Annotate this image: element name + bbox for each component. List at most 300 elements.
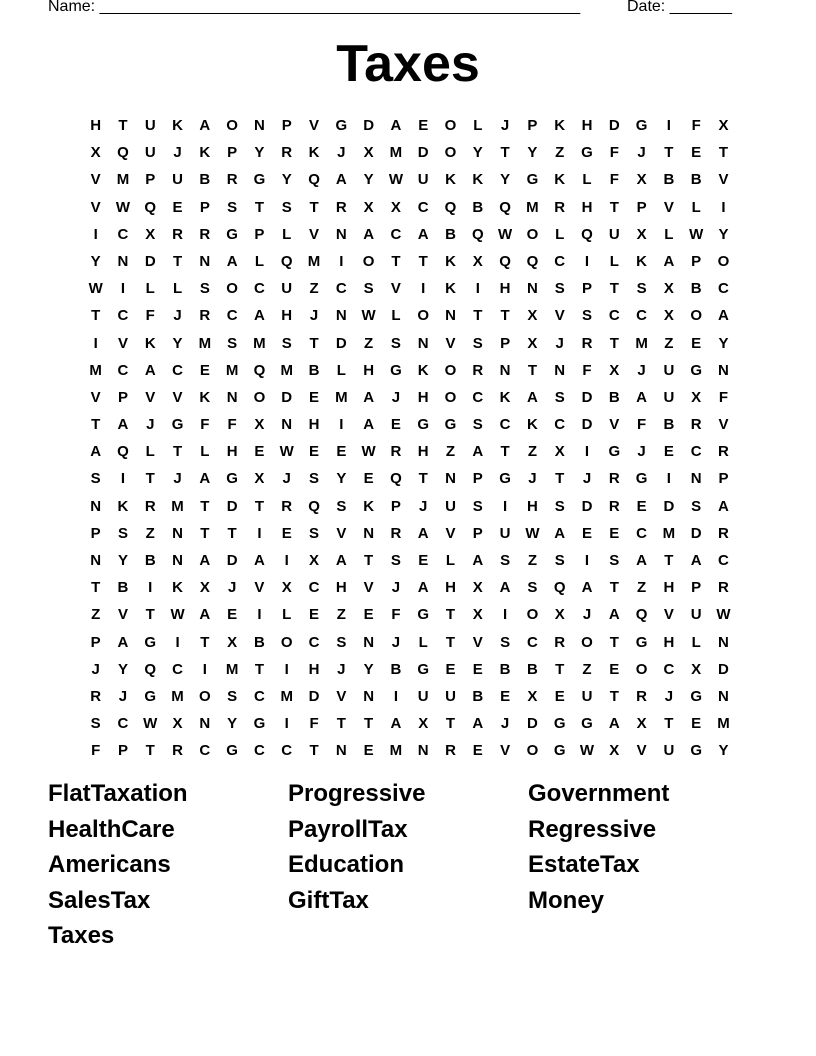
grid-letter[interactable]: G	[171, 416, 184, 434]
grid-letter[interactable]: P	[281, 117, 292, 134]
grid-letter[interactable]: H	[663, 633, 675, 651]
grid-letter[interactable]: X	[172, 715, 183, 733]
grid-letter[interactable]: S	[636, 280, 647, 298]
grid-letter[interactable]: S	[691, 497, 702, 515]
grid-letter[interactable]: N	[199, 715, 211, 733]
grid-letter[interactable]: F	[609, 171, 619, 189]
grid-letter[interactable]: S	[554, 497, 565, 515]
grid-letter[interactable]: Q	[444, 198, 457, 216]
grid-letter[interactable]: F	[609, 144, 619, 162]
grid-letter[interactable]: Y	[718, 225, 729, 243]
grid-letter[interactable]: M	[389, 144, 403, 162]
grid-letter[interactable]: T	[664, 552, 674, 569]
grid-letter[interactable]: G	[581, 144, 593, 162]
grid-letter[interactable]: L	[145, 443, 155, 461]
grid-letter[interactable]: E	[418, 552, 429, 569]
grid-letter[interactable]: H	[281, 307, 293, 325]
grid-letter[interactable]: A	[554, 524, 566, 542]
grid-letter[interactable]: S	[554, 280, 565, 298]
grid-letter[interactable]: P	[581, 280, 592, 298]
grid-letter[interactable]: D	[526, 715, 538, 733]
grid-letter[interactable]: R	[718, 443, 729, 461]
grid-letter[interactable]: Y	[227, 715, 238, 733]
grid-letter[interactable]: B	[254, 633, 265, 651]
grid-letter[interactable]: N	[417, 742, 429, 760]
grid-letter[interactable]: T	[309, 198, 319, 216]
grid-letter[interactable]: G	[635, 470, 648, 488]
grid-letter[interactable]: V	[500, 742, 511, 760]
grid-letter[interactable]: J	[555, 334, 564, 352]
grid-letter[interactable]: D	[581, 497, 593, 515]
grid-letter[interactable]: X	[281, 579, 292, 597]
grid-letter[interactable]: T	[254, 497, 265, 515]
grid-letter[interactable]: I	[257, 606, 262, 624]
grid-letter[interactable]: E	[609, 524, 620, 542]
grid-letter[interactable]: A	[636, 388, 647, 406]
grid-letter[interactable]: V	[445, 334, 456, 352]
grid-letter[interactable]: N	[226, 388, 238, 406]
grid-letter[interactable]: I	[339, 416, 344, 434]
grid-letter[interactable]: C	[172, 660, 183, 678]
grid-letter[interactable]: E	[691, 144, 702, 162]
grid-letter[interactable]: A	[254, 307, 265, 325]
grid-letter[interactable]: L	[582, 171, 592, 189]
grid-letter[interactable]: N	[718, 361, 729, 379]
grid-letter[interactable]: I	[421, 280, 426, 298]
grid-letter[interactable]: W	[115, 198, 131, 216]
grid-letter[interactable]: J	[664, 687, 674, 705]
grid-letter[interactable]: O	[526, 606, 539, 624]
grid-letter[interactable]: T	[609, 687, 619, 705]
grid-letter[interactable]: E	[281, 524, 292, 542]
grid-letter[interactable]: T	[445, 606, 456, 624]
grid-letter[interactable]: X	[227, 633, 238, 651]
grid-letter[interactable]: V	[663, 198, 674, 216]
grid-letter[interactable]: U	[690, 606, 702, 624]
grid-letter[interactable]: U	[144, 117, 156, 134]
grid-letter[interactable]: N	[445, 307, 456, 325]
grid-letter[interactable]: S	[336, 633, 347, 651]
grid-letter[interactable]: V	[117, 334, 128, 352]
grid-letter[interactable]: V	[554, 307, 565, 325]
grid-letter[interactable]: M	[253, 334, 266, 352]
grid-letter[interactable]: A	[90, 443, 102, 461]
grid-letter[interactable]: V	[336, 524, 347, 542]
grid-letter[interactable]: X	[472, 606, 483, 624]
grid-letter[interactable]: U	[608, 225, 620, 243]
grid-letter[interactable]: A	[472, 443, 484, 461]
grid-letter[interactable]: N	[499, 361, 511, 379]
grid-letter[interactable]: D	[718, 660, 729, 678]
grid-letter[interactable]: W	[579, 742, 595, 760]
grid-letter[interactable]: L	[254, 252, 265, 270]
grid-letter[interactable]: T	[200, 524, 210, 542]
grid-letter[interactable]: A	[636, 552, 647, 569]
grid-letter[interactable]: Q	[390, 470, 402, 488]
grid-letter[interactable]: K	[172, 579, 183, 597]
grid-letter[interactable]: C	[117, 307, 129, 325]
grid-letter[interactable]: C	[254, 687, 265, 705]
grid-letter[interactable]: T	[500, 443, 510, 461]
grid-letter[interactable]: W	[498, 225, 513, 243]
grid-letter[interactable]: P	[390, 497, 401, 515]
grid-letter[interactable]: J	[91, 660, 100, 678]
grid-letter[interactable]: L	[691, 633, 701, 651]
grid-letter[interactable]: V	[309, 117, 320, 134]
grid-letter[interactable]: C	[172, 361, 183, 379]
grid-letter[interactable]: X	[418, 715, 429, 733]
grid-letter[interactable]: E	[636, 497, 647, 515]
grid-letter[interactable]: K	[445, 252, 456, 270]
grid-letter[interactable]: T	[500, 307, 510, 325]
grid-letter[interactable]: Q	[144, 660, 157, 678]
grid-letter[interactable]: B	[663, 171, 675, 189]
grid-letter[interactable]: O	[417, 307, 430, 325]
grid-letter[interactable]: U	[663, 361, 675, 379]
grid-letter[interactable]: Y	[254, 144, 265, 162]
grid-letter[interactable]: Z	[309, 280, 319, 298]
grid-letter[interactable]: S	[309, 524, 320, 542]
grid-letter[interactable]: R	[608, 497, 620, 515]
grid-letter[interactable]: H	[417, 388, 429, 406]
grid-letter[interactable]: G	[226, 225, 238, 243]
grid-letter[interactable]: G	[635, 633, 648, 651]
grid-letter[interactable]: X	[636, 225, 647, 243]
grid-letter[interactable]: R	[718, 579, 729, 597]
grid-letter[interactable]: G	[690, 687, 703, 705]
grid-letter[interactable]: T	[609, 334, 619, 352]
grid-letter[interactable]: W	[716, 606, 731, 624]
grid-letter[interactable]: Y	[718, 334, 729, 352]
grid-letter[interactable]: B	[690, 280, 702, 298]
grid-letter[interactable]: A	[199, 552, 211, 569]
grid-letter[interactable]: C	[718, 280, 729, 298]
grid-letter[interactable]: T	[391, 252, 401, 270]
grid-letter[interactable]: E	[363, 742, 374, 760]
grid-letter[interactable]: C	[117, 225, 129, 243]
grid-letter[interactable]: C	[281, 742, 293, 760]
grid-letter[interactable]: M	[635, 334, 648, 352]
grid-letter[interactable]: H	[363, 361, 375, 379]
grid-letter[interactable]: P	[117, 742, 128, 760]
grid-letter[interactable]: D	[417, 144, 429, 162]
grid-letter[interactable]: J	[282, 470, 291, 488]
grid-letter[interactable]: I	[148, 579, 153, 597]
grid-letter[interactable]: V	[90, 171, 101, 189]
grid-letter[interactable]: J	[337, 144, 346, 162]
grid-letter[interactable]: C	[526, 633, 538, 651]
grid-letter[interactable]: K	[445, 280, 456, 298]
grid-letter[interactable]: H	[226, 443, 238, 461]
grid-letter[interactable]: A	[226, 252, 238, 270]
grid-letter[interactable]: G	[144, 687, 157, 705]
grid-letter[interactable]: J	[637, 443, 646, 461]
grid-letter[interactable]: M	[116, 171, 130, 189]
grid-letter[interactable]: L	[200, 443, 210, 461]
grid-letter[interactable]: J	[337, 660, 346, 678]
grid-letter[interactable]: N	[335, 225, 347, 243]
grid-letter[interactable]: E	[418, 117, 429, 134]
grid-letter[interactable]: S	[554, 388, 565, 406]
grid-letter[interactable]: I	[666, 470, 671, 488]
grid-letter[interactable]: X	[636, 715, 647, 733]
grid-letter[interactable]: J	[391, 633, 401, 651]
grid-letter[interactable]: T	[200, 633, 210, 651]
grid-letter[interactable]: E	[472, 660, 483, 678]
grid-letter[interactable]: E	[227, 606, 238, 624]
grid-letter[interactable]: J	[173, 470, 182, 488]
grid-letter[interactable]: W	[689, 225, 704, 243]
grid-letter[interactable]: V	[609, 416, 620, 434]
grid-letter[interactable]: Z	[364, 334, 374, 352]
grid-letter[interactable]: W	[388, 171, 403, 189]
grid-letter[interactable]: J	[227, 579, 237, 597]
grid-letter[interactable]: X	[663, 307, 674, 325]
grid-letter[interactable]: C	[117, 361, 129, 379]
grid-letter[interactable]: J	[528, 470, 537, 488]
grid-letter[interactable]: M	[89, 361, 102, 379]
grid-letter[interactable]: E	[472, 742, 483, 760]
grid-letter[interactable]: M	[662, 524, 676, 542]
grid-letter[interactable]: H	[445, 579, 456, 597]
grid-letter[interactable]: O	[581, 633, 593, 651]
grid-letter[interactable]: Q	[581, 225, 593, 243]
grid-letter[interactable]: Q	[499, 252, 511, 270]
grid-letter[interactable]: X	[527, 334, 538, 352]
grid-letter[interactable]: V	[472, 633, 483, 651]
grid-letter[interactable]: S	[281, 334, 292, 352]
grid-letter[interactable]: V	[145, 388, 156, 406]
grid-letter[interactable]: C	[718, 552, 729, 569]
grid-letter[interactable]: K	[117, 497, 129, 515]
grid-letter[interactable]: L	[336, 361, 346, 379]
grid-letter[interactable]: T	[309, 742, 319, 760]
grid-letter[interactable]: X	[609, 742, 620, 760]
grid-letter[interactable]: S	[500, 633, 511, 651]
grid-letter[interactable]: D	[690, 524, 702, 542]
grid-letter[interactable]: N	[526, 280, 538, 298]
grid-letter[interactable]: T	[309, 334, 319, 352]
grid-letter[interactable]: P	[691, 252, 702, 270]
grid-letter[interactable]: Z	[555, 144, 565, 162]
grid-letter[interactable]: I	[93, 225, 98, 243]
grid-letter[interactable]: G	[581, 715, 593, 733]
grid-letter[interactable]: B	[445, 225, 456, 243]
grid-letter[interactable]: O	[526, 742, 539, 760]
grid-letter[interactable]: U	[172, 171, 183, 189]
grid-letter[interactable]: W	[361, 307, 376, 325]
grid-letter[interactable]: Y	[363, 660, 374, 678]
grid-letter[interactable]: A	[663, 252, 675, 270]
grid-letter[interactable]: H	[581, 117, 593, 134]
grid-letter[interactable]: X	[663, 280, 674, 298]
grid-letter[interactable]: E	[199, 361, 210, 379]
grid-letter[interactable]: E	[663, 443, 674, 461]
grid-letter[interactable]: N	[363, 633, 375, 651]
grid-letter[interactable]: J	[173, 307, 182, 325]
grid-letter[interactable]: Z	[91, 606, 101, 624]
grid-letter[interactable]: Y	[117, 660, 128, 678]
grid-letter[interactable]: R	[554, 198, 566, 216]
grid-letter[interactable]: T	[118, 117, 128, 134]
grid-letter[interactable]: R	[144, 497, 156, 515]
grid-letter[interactable]: O	[444, 144, 457, 162]
grid-letter[interactable]: E	[336, 443, 347, 461]
grid-letter[interactable]: W	[361, 443, 376, 461]
grid-letter[interactable]: G	[499, 470, 511, 488]
grid-letter[interactable]: I	[284, 552, 289, 569]
name-field[interactable]: Name: ______________________________________________________	[48, 0, 581, 15]
grid-letter[interactable]: R	[199, 225, 211, 243]
grid-letter[interactable]: S	[527, 579, 538, 597]
grid-letter[interactable]: A	[526, 388, 538, 406]
grid-letter[interactable]: D	[363, 117, 375, 134]
grid-letter[interactable]: J	[582, 470, 592, 488]
grid-letter[interactable]: V	[390, 280, 401, 298]
grid-letter[interactable]: M	[307, 252, 321, 270]
grid-letter[interactable]: N	[254, 117, 265, 134]
grid-letter[interactable]: T	[200, 497, 210, 515]
grid-letter[interactable]: N	[335, 307, 347, 325]
grid-letter[interactable]: Y	[172, 334, 183, 352]
grid-letter[interactable]: C	[608, 307, 620, 325]
grid-letter[interactable]: G	[553, 715, 566, 733]
grid-letter[interactable]: A	[417, 579, 429, 597]
grid-letter[interactable]: H	[663, 579, 675, 597]
grid-letter[interactable]: O	[717, 252, 730, 270]
grid-letter[interactable]: A	[199, 470, 211, 488]
grid-letter[interactable]: K	[144, 334, 156, 352]
grid-letter[interactable]: X	[554, 606, 565, 624]
grid-letter[interactable]: Z	[145, 524, 155, 542]
grid-letter[interactable]: E	[691, 715, 702, 733]
grid-letter[interactable]: R	[472, 361, 484, 379]
grid-letter[interactable]: V	[718, 416, 729, 434]
grid-letter[interactable]: Q	[526, 252, 539, 270]
grid-letter[interactable]: P	[145, 171, 156, 189]
grid-letter[interactable]: V	[363, 579, 374, 597]
grid-letter[interactable]: X	[718, 117, 729, 134]
grid-letter[interactable]: T	[91, 416, 101, 434]
grid-letter[interactable]: E	[309, 388, 320, 406]
grid-letter[interactable]: X	[363, 144, 374, 162]
grid-letter[interactable]: M	[280, 687, 293, 705]
grid-letter[interactable]: H	[308, 416, 320, 434]
grid-letter[interactable]: Y	[363, 171, 374, 189]
grid-letter[interactable]: T	[609, 633, 619, 651]
grid-letter[interactable]: L	[609, 252, 619, 270]
grid-letter[interactable]: X	[472, 579, 483, 597]
grid-letter[interactable]: O	[444, 388, 457, 406]
grid-letter[interactable]: X	[691, 388, 702, 406]
grid-letter[interactable]: V	[636, 742, 647, 760]
grid-letter[interactable]: P	[718, 470, 729, 488]
grid-letter[interactable]: A	[718, 307, 729, 325]
grid-letter[interactable]: C	[226, 307, 238, 325]
grid-letter[interactable]: T	[718, 144, 729, 162]
grid-letter[interactable]: X	[309, 552, 320, 569]
grid-letter[interactable]: S	[554, 552, 565, 569]
grid-letter[interactable]: S	[390, 552, 401, 569]
grid-letter[interactable]: Y	[336, 470, 347, 488]
grid-letter[interactable]: I	[284, 715, 289, 733]
grid-letter[interactable]: Z	[527, 443, 537, 461]
grid-letter[interactable]: S	[281, 198, 292, 216]
grid-letter[interactable]: Q	[635, 606, 648, 624]
grid-letter[interactable]: O	[635, 660, 648, 678]
grid-letter[interactable]: T	[609, 280, 619, 298]
grid-letter[interactable]: K	[554, 117, 566, 134]
grid-letter[interactable]: I	[584, 552, 590, 569]
grid-letter[interactable]: O	[444, 117, 457, 134]
grid-letter[interactable]: I	[339, 252, 344, 270]
grid-letter[interactable]: I	[503, 606, 508, 624]
grid-letter[interactable]: K	[199, 144, 211, 162]
grid-letter[interactable]: L	[282, 606, 292, 624]
grid-letter[interactable]: W	[525, 524, 540, 542]
grid-letter[interactable]: I	[120, 470, 126, 488]
grid-letter[interactable]: B	[472, 687, 484, 705]
grid-letter[interactable]: V	[336, 687, 347, 705]
grid-letter[interactable]: L	[691, 198, 701, 216]
grid-letter[interactable]: P	[691, 579, 702, 597]
grid-letter[interactable]: X	[472, 252, 483, 270]
grid-letter[interactable]: B	[472, 198, 484, 216]
grid-letter[interactable]: J	[500, 117, 510, 134]
grid-letter[interactable]: X	[527, 307, 538, 325]
grid-letter[interactable]: H	[499, 280, 511, 298]
grid-letter[interactable]: V	[663, 606, 674, 624]
grid-letter[interactable]: A	[363, 225, 375, 243]
grid-letter[interactable]: I	[503, 497, 508, 515]
grid-letter[interactable]: Z	[637, 579, 647, 597]
grid-letter[interactable]: E	[390, 416, 401, 434]
grid-letter[interactable]: K	[417, 361, 429, 379]
grid-letter[interactable]: T	[254, 660, 265, 678]
grid-letter[interactable]: U	[144, 144, 156, 162]
grid-letter[interactable]: L	[282, 225, 292, 243]
grid-letter[interactable]: P	[117, 388, 128, 406]
grid-letter[interactable]: R	[281, 497, 293, 515]
grid-letter[interactable]: D	[281, 388, 293, 406]
grid-letter[interactable]: R	[90, 687, 102, 705]
grid-letter[interactable]: T	[145, 742, 155, 760]
grid-letter[interactable]: E	[363, 606, 374, 624]
grid-letter[interactable]: S	[500, 552, 511, 569]
grid-letter[interactable]: Y	[90, 252, 101, 270]
grid-letter[interactable]: B	[608, 388, 620, 406]
grid-letter[interactable]: E	[500, 687, 511, 705]
grid-letter[interactable]: N	[90, 552, 102, 569]
grid-letter[interactable]: R	[390, 443, 402, 461]
grid-letter[interactable]: T	[91, 579, 101, 597]
grid-letter[interactable]: B	[526, 660, 538, 678]
grid-letter[interactable]: I	[475, 280, 480, 298]
grid-letter[interactable]: X	[554, 443, 565, 461]
grid-letter[interactable]: I	[202, 660, 207, 678]
grid-letter[interactable]: S	[363, 280, 374, 298]
grid-letter[interactable]: R	[690, 416, 702, 434]
grid-letter[interactable]: A	[718, 497, 729, 515]
grid-letter[interactable]: T	[664, 144, 674, 162]
grid-letter[interactable]: T	[555, 660, 565, 678]
grid-letter[interactable]: T	[555, 470, 565, 488]
grid-letter[interactable]: F	[637, 416, 647, 434]
grid-letter[interactable]: M	[526, 198, 539, 216]
grid-letter[interactable]: A	[499, 579, 511, 597]
grid-letter[interactable]: K	[554, 171, 566, 189]
grid-letter[interactable]: O	[253, 388, 266, 406]
